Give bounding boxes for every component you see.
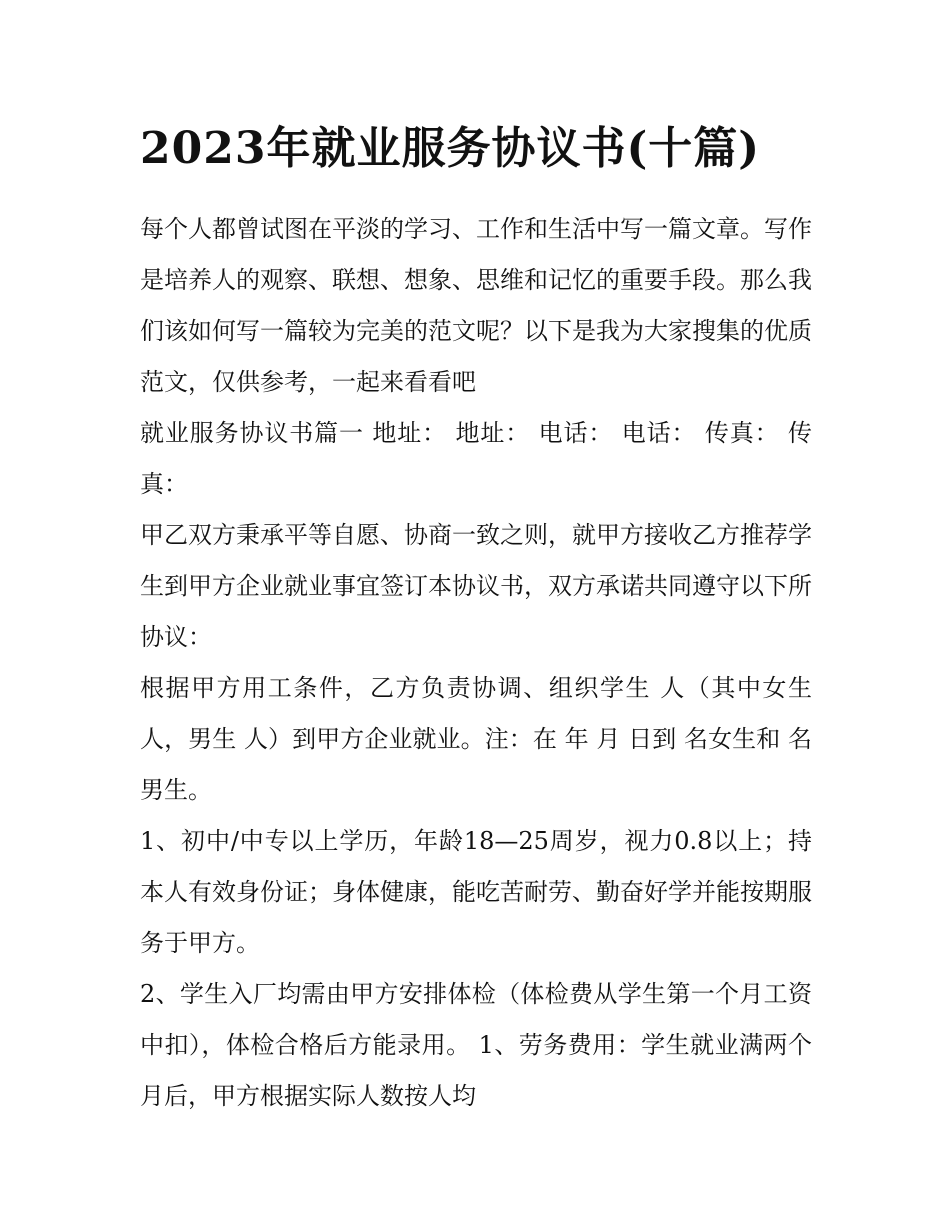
requirement-paragraph-1: 1、初中/中专以上学历，年龄18—25周岁，视力0.8以上；持本人有效身份证；身体健康，能吃苦耐劳、勤奋好学并能按期服务于甲方。 [140,827,812,957]
recruitment-paragraph: 根据甲方用工条件，乙方负责协调、组织学生 人（其中女生 人，男生 人）到甲方企业就业。注：在 年 月 日到 名女生和 名男生。 [140,674,812,804]
requirement-paragraph-2: 2、学生入厂均需由甲方安排体检（体检费从学生第一个月工资中扣），体检合格后方能录用。 1、劳务费用：学生就业满两个月后，甲方根据实际人数按人均 [140,980,812,1110]
intro-paragraph: 每个人都曾试图在平淡的学习、工作和生活中写一篇文章。写作是培养人的观察、联想、想象、思维和记忆的重要手段。那么我们该如何写一篇较为完美的范文呢？以下是我为大家搜集的优质范文，仅供参考，一起来看看吧 [140,215,812,396]
document-page [140,118,812,1122]
agreement-paragraph: 甲乙双方秉承平等自愿、协商一致之则，就甲方接收乙方推荐学生到甲方企业就业事宜签订本协议书，双方承诺共同遵守以下所协议： [140,521,812,651]
contact-paragraph: 就业服务协议书篇一 地址： 地址： 电话： 电话： 传真： 传真： [140,419,812,498]
document-title: 2023年就业服务协议书(十篇) [140,123,761,174]
